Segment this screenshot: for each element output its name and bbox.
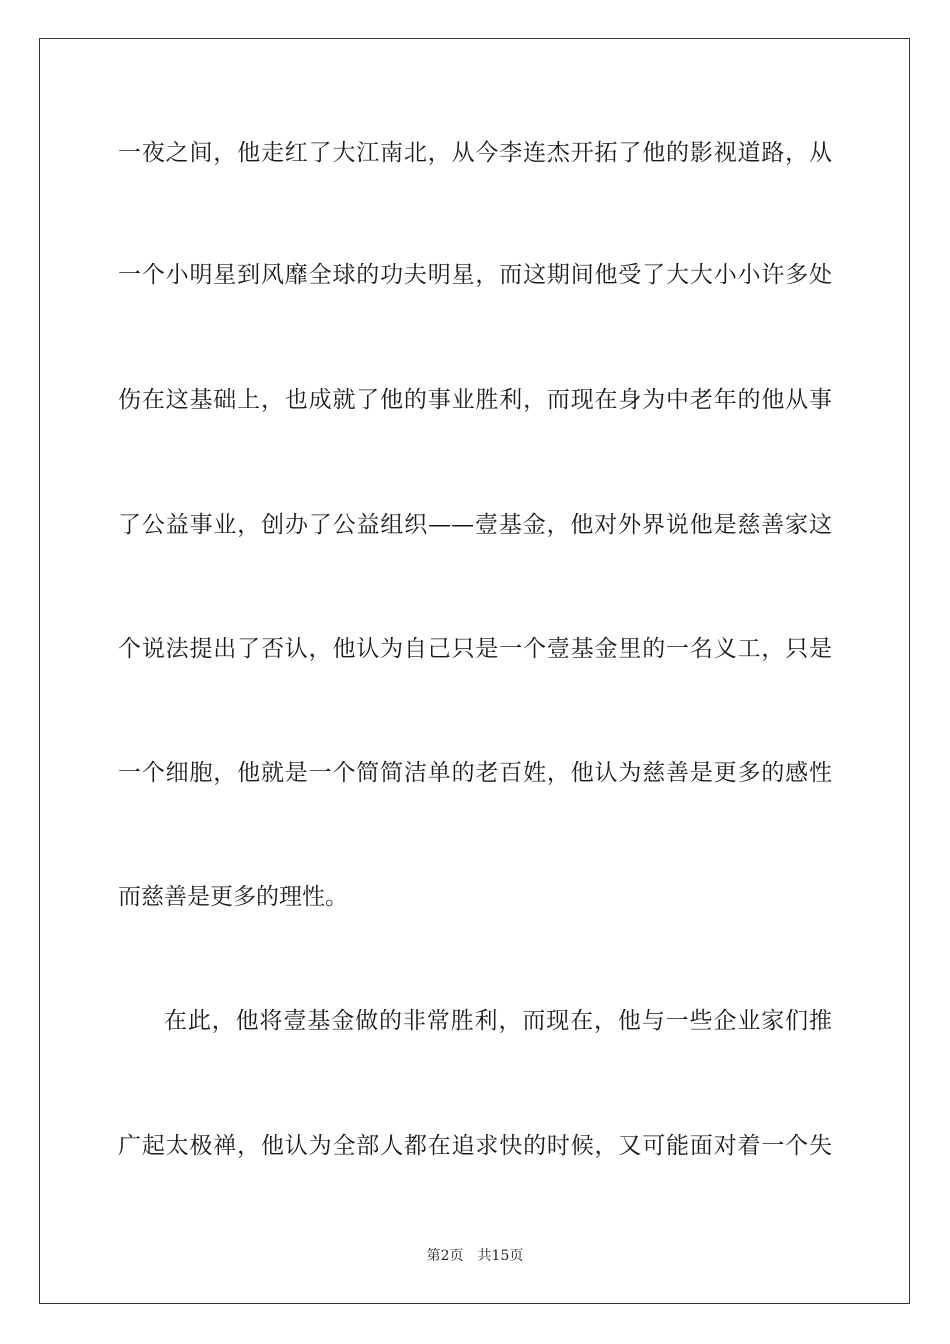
body-text-line: 一个小明星到风靡全球的功夫明星，而这期间他受了大大小小许多处 bbox=[118, 262, 832, 288]
body-text-line: 伤在这基础上，也成就了他的事业胜利，而现在身为中老年的他从事 bbox=[118, 387, 832, 413]
body-text-line: 一夜之间，他走红了大江南北，从今李连杰开拓了他的影视道路，从 bbox=[118, 140, 832, 166]
body-text-line: 个说法提出了否认，他认为自己只是一个壹基金里的一名义工，只是 bbox=[118, 636, 832, 662]
body-text-line: 了公益事业，创办了公益组织——壹基金，他对外界说他是慈善家这 bbox=[118, 512, 832, 538]
body-text-line: 而慈善是更多的理性。 bbox=[118, 884, 348, 910]
page-border bbox=[39, 38, 910, 1304]
page-total: 共15页 bbox=[477, 1248, 524, 1264]
body-text-line: 广起太极禅，他认为全部人都在追求快的时候，又可能面对着一个失 bbox=[118, 1133, 832, 1159]
body-text-line-indented: 在此，他将壹基金做的非常胜利，而现在，他与一些企业家们推 bbox=[164, 1008, 832, 1034]
page-number: 第2页 bbox=[426, 1248, 464, 1264]
body-text-line: 一个细胞，他就是一个简简洁单的老百姓，他认为慈善是更多的感性 bbox=[118, 760, 832, 786]
page-footer bbox=[0, 1246, 950, 1266]
